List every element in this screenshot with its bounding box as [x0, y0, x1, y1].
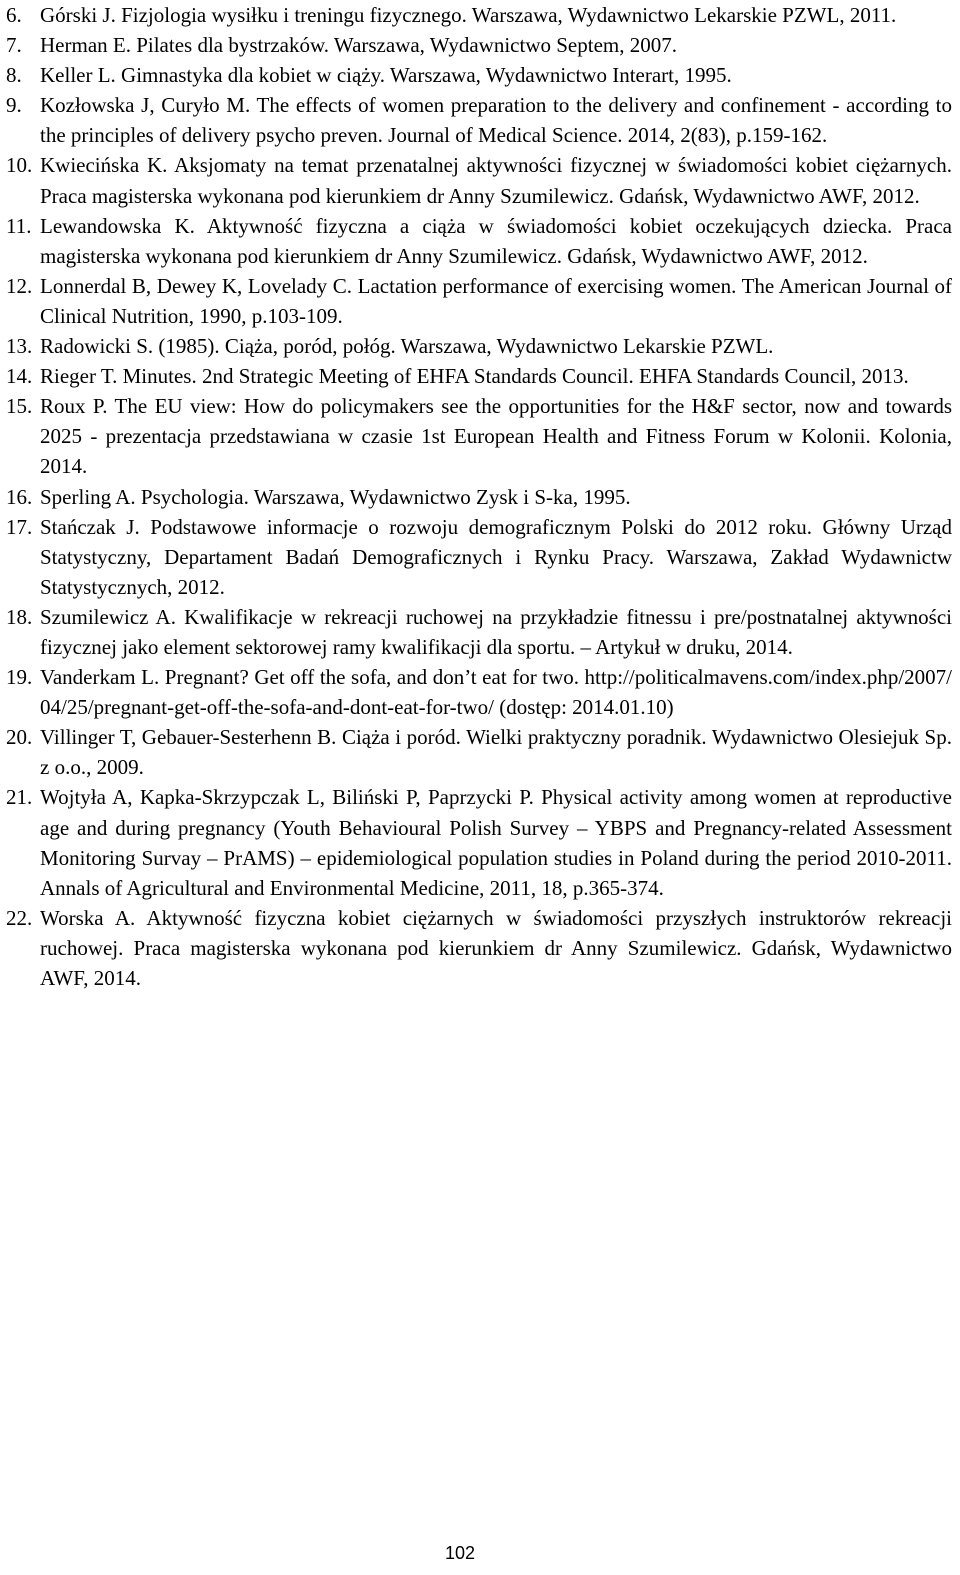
reference-item — [6, 150, 952, 210]
reference-number: 15. — [6, 394, 33, 419]
reference-number: 19. — [6, 665, 33, 690]
reference-text: Roux P. The EU view: How do policymakers see the opportunities for the H&F sector, now and towards 2025 - prezentacja przedstawiana w czasie 1st European Health and Fitness Forum w Kolonii. Kolonia, 2014. — [40, 394, 952, 479]
reference-text: Herman E. Pilates dla bystrzaków. Warszawa, Wydawnictwo Septem, 2007. — [40, 33, 677, 58]
reference-number: 14. — [6, 364, 33, 389]
reference-text: Kozłowska J, Curyło M. The effects of women preparation to the delivery and confinement - according to the principles of delivery psycho preven. Journal of Medical Science. 2014, 2(83), p.159-162. — [40, 93, 952, 148]
reference-number: 8. — [6, 63, 22, 88]
reference-text: Lonnerdal B, Dewey K, Lovelady C. Lactation performance of exercising women. The American Journal of Clinical Nutrition, 1990, p.103-109. — [40, 273, 952, 328]
reference-number: 13. — [6, 334, 33, 359]
reference-text: Radowicki S. (1985). Ciąża, poród, połóg. Warszawa, Wydawnictwo Lekarskie PZWL. — [40, 334, 774, 359]
reference-item — [6, 211, 952, 271]
reference-number: 6. — [6, 3, 22, 27]
reference-number: 20. — [6, 725, 33, 750]
reference-number: 12. — [6, 273, 33, 298]
reference-number: 22. — [6, 905, 33, 930]
reference-text: Villinger T, Gebauer-Sesterhenn B. Ciąża i poród. Wielki praktyczny poradnik. Wydawnictwo Olesiejuk Sp. z o.o., 2009. — [40, 725, 952, 780]
reference-item — [6, 903, 952, 993]
reference-number: 17. — [6, 514, 33, 539]
reference-item — [6, 271, 952, 331]
reference-text: Worska A. Aktywność fizyczna kobiet ciężarnych w świadomości przyszłych instruktorów rekreacji ruchowej. Praca magisterska wykonana pod kierunkiem dr Anny Szumilewicz. Gdańsk, Wydawnictwo AWF, 2014. — [40, 905, 952, 990]
reference-item — [6, 0, 952, 30]
reference-text: Lewandowska K. Aktywność fizyczna a ciąża w świadomości kobiet oczekujących dziecka. Praca magisterska wykonana pod kierunkiem dr Anny Szumilewicz. Gdańsk, Wydawnictwo AWF, 2012. — [40, 213, 952, 268]
reference-text: Vanderkam L. Pregnant? Get off the sofa, and don’t eat for two. http://politicalmavens.com/index.php/2007/04/25/pregnant-get-off-the-sofa-and-dont-eat-for-two/ (dostęp: 2014.01.10) — [40, 665, 952, 720]
reference-item — [6, 331, 952, 361]
reference-list — [6, 0, 952, 993]
reference-number: 16. — [6, 484, 33, 509]
reference-item — [6, 90, 952, 150]
reference-item — [6, 60, 952, 90]
reference-item — [6, 722, 952, 782]
reference-item — [6, 662, 952, 722]
reference-number: 21. — [6, 785, 33, 810]
reference-text: Górski J. Fizjologia wysiłku i treningu fizycznego. Warszawa, Wydawnictwo Lekarskie PZWL, 2011. — [40, 3, 897, 27]
reference-item — [6, 361, 952, 391]
reference-text: Wojtyła A, Kapka-Skrzypczak L, Biliński P, Paprzycki P. Physical activity among women at reproductive age and during pregnancy (Youth Behavioural Polish Survey – YBPS and Pregnancy-related Assessment Monitoring Survay – PrAMS) – epidemiological population studies in Poland during the period 2010-2011. Annals of Agricultural and Environmental Medicine, 2011, 18, p.365-374. — [40, 785, 952, 900]
reference-text: Szumilewicz A. Kwalifikacje w rekreacji ruchowej na przykładzie fitnessu i pre/postnatalnej aktywności fizycznej jako element sektorowej ramy kwalifikacji dla sportu. – Artykuł w druku, 2014. — [40, 604, 952, 659]
reference-text: Stańczak J. Podstawowe informacje o rozwoju demograficznym Polski do 2012 roku. Główny Urząd Statystyczny, Departament Badań Demograficznych i Rynku Pracy. Warszawa, Zakład Wydawnictw Statystycznych, 2012. — [40, 514, 952, 599]
reference-number: 7. — [6, 33, 22, 58]
reference-item — [6, 30, 952, 60]
reference-item — [6, 482, 952, 512]
reference-number: 18. — [6, 604, 33, 629]
reference-item — [6, 782, 952, 902]
reference-number: 10. — [6, 153, 33, 178]
reference-number: 9. — [6, 93, 22, 118]
reference-item — [6, 391, 952, 481]
reference-text: Sperling A. Psychologia. Warszawa, Wydawnictwo Zysk i S-ka, 1995. — [40, 484, 631, 509]
page-number: 102 — [444, 1543, 476, 1563]
reference-text: Rieger T. Minutes. 2nd Strategic Meeting of EHFA Standards Council. EHFA Standards Council, 2013. — [40, 364, 909, 389]
reference-item — [6, 602, 952, 662]
reference-text: Keller L. Gimnastyka dla kobiet w ciąży. Warszawa, Wydawnictwo Interart, 1995. — [40, 63, 732, 88]
reference-item — [6, 512, 952, 602]
reference-number: 11. — [6, 213, 32, 238]
reference-text: Kwiecińska K. Aksjomaty na temat przenatalnej aktywności fizycznej w świadomości kobiet ciężarnych. Praca magisterska wykonana pod kierunkiem dr Anny Szumilewicz. Gdańsk, Wydawnictwo AWF, 2012. — [40, 153, 952, 208]
